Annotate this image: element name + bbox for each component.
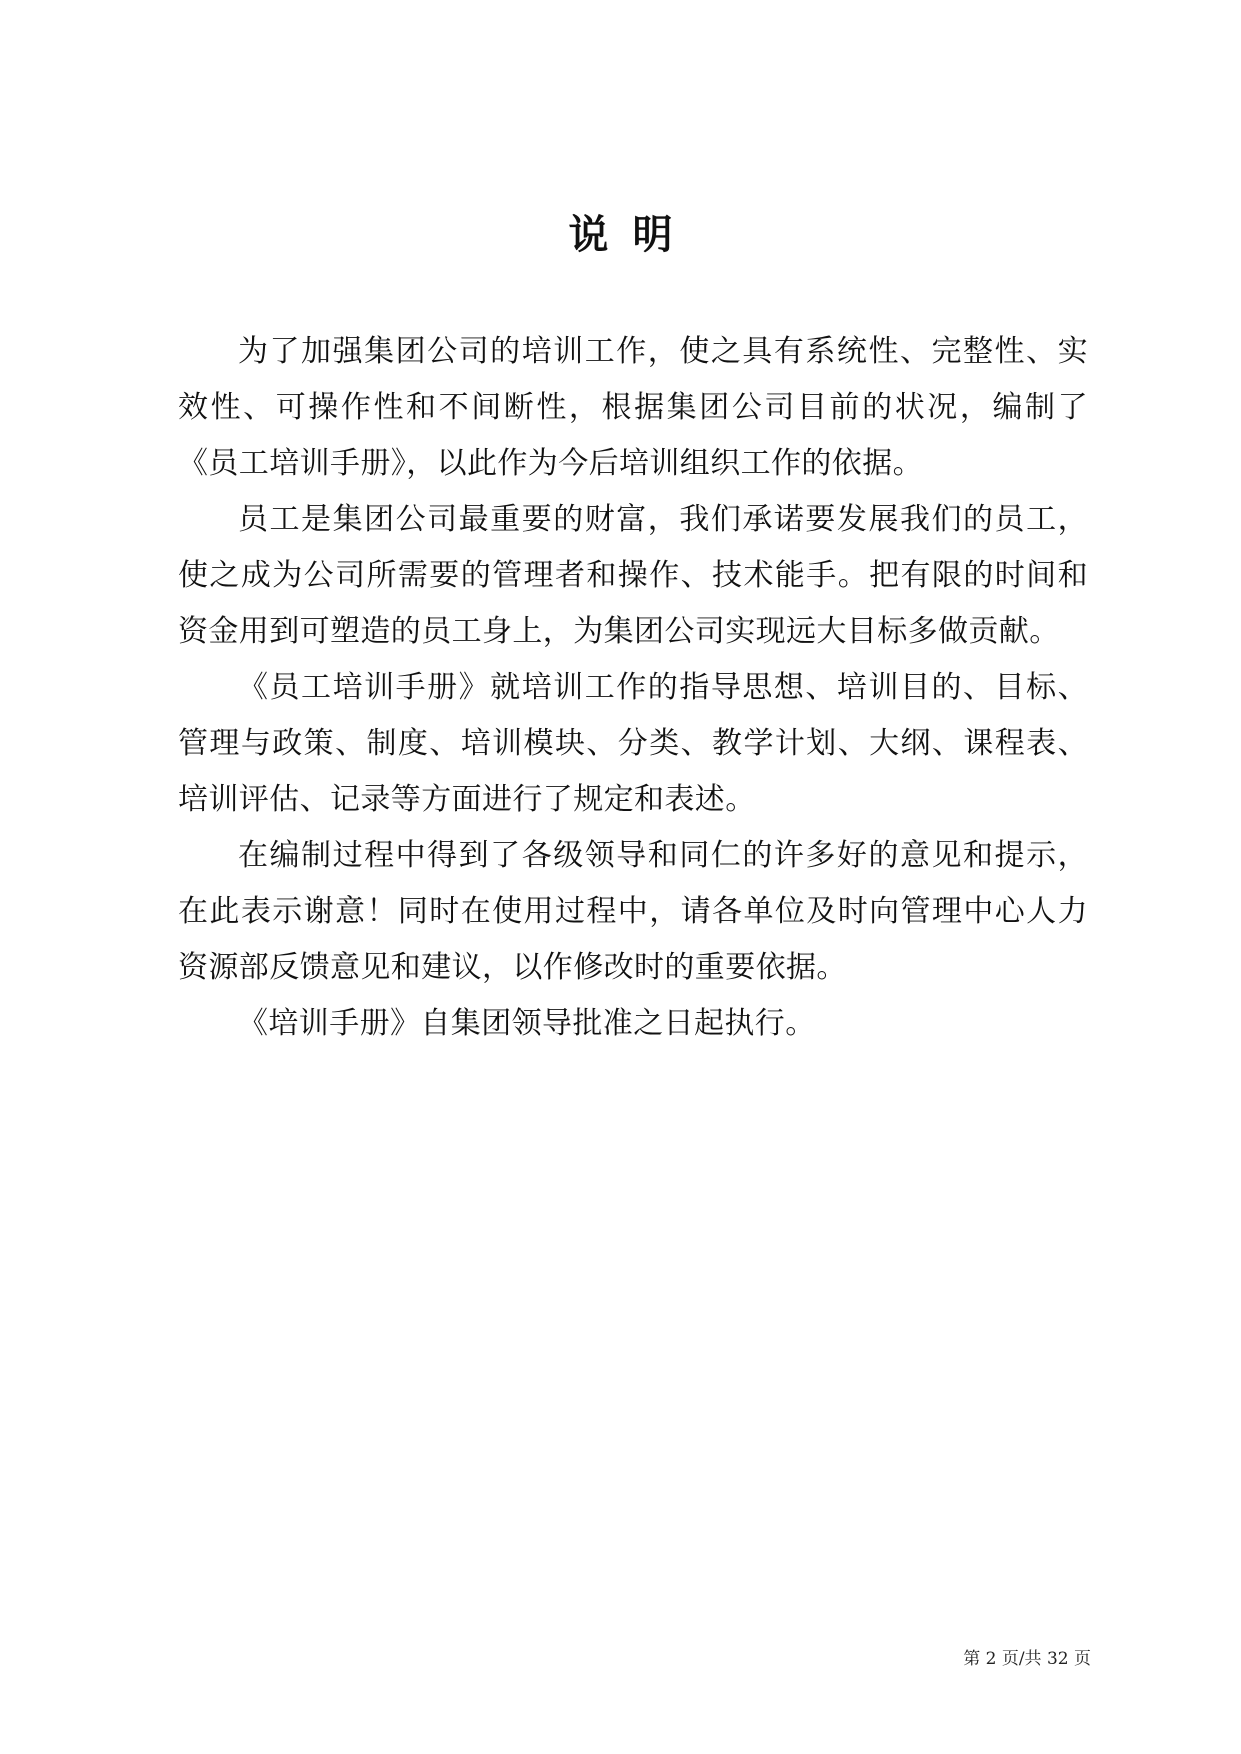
page-number-footer: 第 2 页/共 32 页 xyxy=(963,1649,1091,1669)
paragraph-5: 《培训手册》自集团领导批准之日起执行。 xyxy=(238,1006,816,1041)
paragraph-1: 为了加强集团公司的培训工作，使之具有系统性、完整性、实效性、可操作性和不间断性，根据集团公司目前的状况，编制了《员工培训手册》，以此作为今后培训组织工作的依据。 xyxy=(178,334,1088,481)
paragraph-3: 《员工培训手册》就培训工作的指导思想、培训目的、目标、管理与政策、制度、培训模块、分类、教学计划、大纲、课程表、培训评估、记录等方面进行了规定和表述。 xyxy=(178,670,1088,817)
page-title: 说明 xyxy=(568,212,697,258)
paragraph-2: 员工是集团公司最重要的财富，我们承诺要发展我们的员工，使之成为公司所需要的管理者和操作、技术能手。把有限的时间和资金用到可塑造的员工身上，为集团公司实现远大目标多做贡献。 xyxy=(178,502,1088,649)
paragraph-4: 在编制过程中得到了各级领导和同仁的许多好的意见和提示，在此表示谢意！同时在使用过程中，请各单位及时向管理中心人力资源部反馈意见和建议，以作修改时的重要依据。 xyxy=(178,838,1088,985)
document-body xyxy=(178,324,1088,1052)
